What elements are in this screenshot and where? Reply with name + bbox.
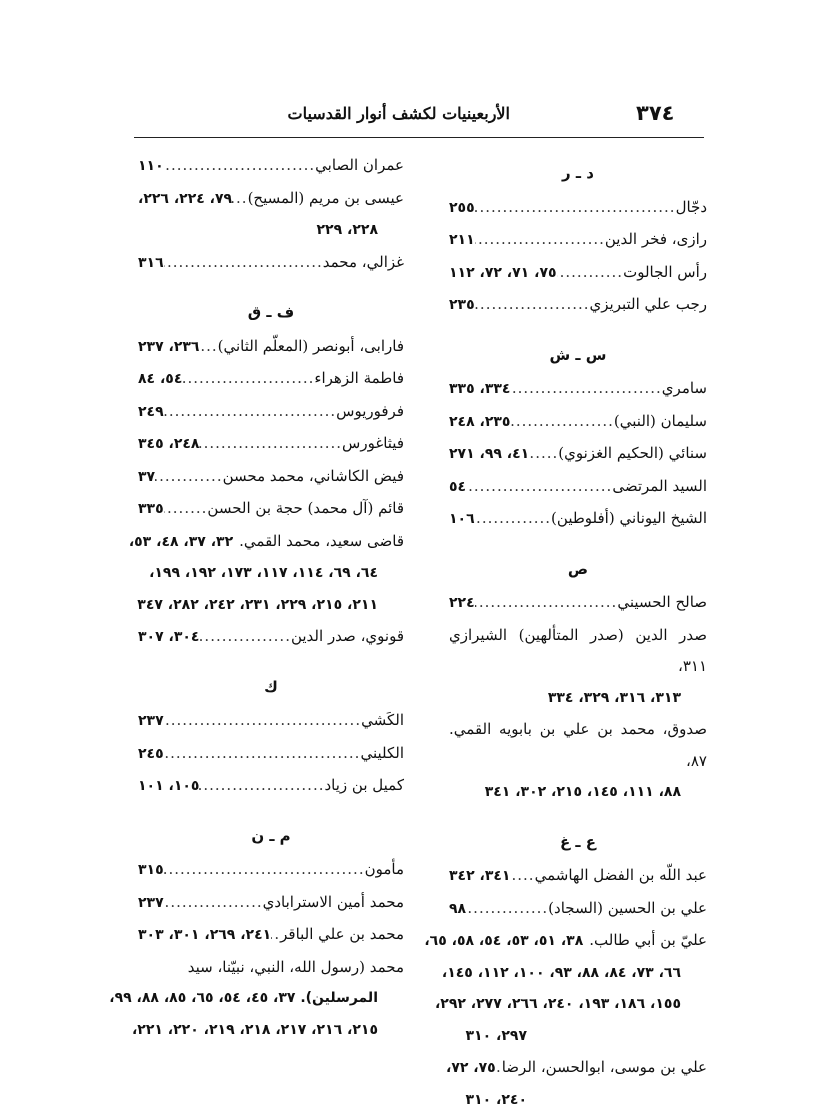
index-entry: [449, 1052, 707, 1085]
dot-leader: [164, 705, 361, 737]
entry-name: كميل بن زياد: [325, 770, 405, 802]
entry-name: صالح الحسيني: [617, 587, 707, 619]
entry-name: محمد بن علي الباقر: [280, 919, 404, 951]
dot-leader: [475, 503, 551, 535]
entry-pages: ٣٤١، ٣٤٢: [449, 861, 510, 893]
index-entry: [449, 257, 707, 290]
section-heading: م ـ ن: [138, 821, 404, 853]
entry-name: قونوي، صدر الدين: [291, 621, 404, 653]
entry-pages: ٢٤٩: [138, 397, 164, 429]
entry-name: رأس الجالوت: [623, 257, 707, 289]
entry-pages: ٧٥، ٧٢،: [446, 1053, 496, 1085]
index-entry-multiline: صدر الدين (صدر المتألهين) الشيرازي ٣١١،: [449, 620, 707, 683]
index-entry: [138, 331, 404, 364]
entry-name: فيض الكاشاني، محمد محسن: [223, 461, 404, 493]
entry-pages: ٢٣٧: [138, 888, 164, 920]
index-entry: [449, 406, 707, 439]
entry-pages: ٢٢٤: [449, 588, 475, 620]
dot-leader: [164, 396, 337, 428]
entry-pages: ٣١٦: [138, 248, 164, 280]
entry-pages: ١٠٦: [449, 504, 475, 536]
entry-name: دجّال: [676, 192, 707, 224]
entry-name: فاطمة الزهراء: [314, 363, 404, 395]
entry-name: علي بن موسی، ابوالحسن، الرضا: [502, 1052, 707, 1084]
section-heading: ع ـ غ: [449, 827, 707, 859]
section-heading: ص: [449, 554, 707, 586]
entry-name: الكليني: [360, 738, 404, 770]
index-entry: [449, 471, 707, 504]
entry-continuation: ٢١١، ٢١٥، ٢٢٩، ٢٣١، ٢٤٢، ٢٨٢، ٣٤٧: [138, 590, 404, 622]
dot-leader: [164, 247, 323, 279]
entry-name: رجب علي التبريزي: [590, 289, 707, 321]
section-heading: س ـ ش: [449, 340, 707, 372]
entry-pages: ٢٣٦، ٢٣٧: [138, 332, 199, 364]
index-entry: [138, 919, 404, 952]
dot-leader: [496, 1052, 502, 1084]
index-entry: [449, 925, 707, 958]
index-entry: [449, 893, 707, 926]
entry-pages: ٣٠٤، ٣٠٧: [138, 622, 199, 654]
entry-name: فارابی، أبونصر (المعلّم الثاني): [218, 331, 404, 363]
entry-continuation: ٢٩٧، ٣١٠: [449, 1021, 707, 1053]
index-entry: [138, 396, 404, 429]
entry-pages: ٥٤، ٨٤: [138, 364, 182, 396]
section-heading: د ـ ر: [449, 158, 707, 190]
index-entry: [138, 887, 404, 920]
entry-pages: ٢٣٥، ٢٤٨: [449, 407, 510, 439]
entry-name: علي بن الحسين (السجاد): [548, 893, 707, 925]
section-heading: ف ـ ق: [138, 297, 404, 329]
dot-leader: [271, 919, 280, 951]
index-entry-multiline: محمد (رسول الله، النبي، نبيّنا، سيد: [138, 952, 404, 984]
index-entry: [449, 192, 707, 225]
dot-leader: [510, 373, 661, 405]
entry-continuation: ١٥٥، ١٨٦، ١٩٣، ٢٤٠، ٢٦٦، ٢٧٧، ٢٩٢،: [449, 989, 707, 1021]
entry-name: السيد المرتضى: [612, 471, 707, 503]
entry-pages: ١٠٥، ١٠١: [138, 771, 199, 803]
index-entry: [138, 705, 404, 738]
index-entry: [449, 503, 707, 536]
entry-pages: ٣٧: [138, 462, 155, 494]
index-column-right: [449, 150, 707, 1116]
index-entry: [449, 373, 707, 406]
page-number: ٣٧٤: [636, 101, 674, 125]
dot-leader: [199, 428, 342, 460]
dot-leader: [475, 192, 676, 224]
entry-pages: ٣٣٥: [138, 494, 164, 526]
index-entry: [449, 224, 707, 257]
entry-name: مأمون: [365, 854, 404, 886]
entry-pages: ٣٨، ٥١، ٥٣، ٥٤، ٥٨، ٦٥،: [424, 926, 583, 958]
entry-continuation: المرسلين). ٣٧، ٤٥، ٥٤، ٦٥، ٨٥، ٨٨، ٩٩،: [138, 983, 404, 1015]
index-entry: [138, 363, 404, 396]
index-entry: [138, 526, 404, 559]
entry-continuation: ٢٢٨، ٢٢٩: [138, 215, 404, 247]
dot-leader: [199, 621, 290, 653]
entry-pages: ٢٤١، ٢٦٩، ٣٠١، ٣٠٣: [138, 920, 271, 952]
dot-leader: [164, 854, 365, 886]
entry-name: سليمان (النبي): [614, 406, 707, 438]
entry-pages: ٢٥٥: [449, 193, 475, 225]
dot-leader: [199, 331, 217, 363]
entry-pages: ٤١، ٩٩، ٢٧١: [449, 439, 529, 471]
dot-leader: [164, 738, 361, 770]
entry-name: عليّ بن أبي طالب.: [589, 925, 707, 957]
index-entry: [138, 428, 404, 461]
index-column-left: [138, 150, 404, 1046]
entry-name: عبد اللّه بن الفضل الهاشمي: [535, 860, 707, 892]
entry-pages: ٩٨: [449, 894, 466, 926]
index-entry: [138, 621, 404, 654]
index-entry: [449, 587, 707, 620]
entry-name: غزالي، محمد: [323, 247, 404, 279]
entry-pages: ١١٠: [138, 151, 164, 183]
entry-name: عيسى بن مريم (المسيح): [248, 183, 404, 215]
index-entry: [138, 770, 404, 803]
entry-pages: ٧٥، ٧١، ٧٢، ١١٢: [449, 258, 557, 290]
entry-name: سامري: [662, 373, 707, 405]
dot-leader: [164, 887, 263, 919]
index-entry: [138, 493, 404, 526]
entry-name: سنائي (الحكيم الغزنوي): [558, 438, 707, 470]
dot-leader: [164, 150, 316, 182]
index-entry-multiline: صدوق، محمد بن علي بن بابويه القمي. ٨٧،: [449, 714, 707, 777]
entry-name: قاضی سعید، محمد القمي.: [239, 526, 404, 558]
entry-name: فرفوريوس: [336, 396, 404, 428]
dot-leader: [199, 770, 324, 802]
dot-leader: [475, 289, 590, 321]
index-entry: [449, 860, 707, 893]
entry-pages: ٢١١: [449, 225, 475, 257]
dot-leader: [557, 257, 624, 289]
index-entry: [138, 150, 404, 183]
index-entry: [449, 289, 707, 322]
index-entry: [449, 438, 707, 471]
dot-leader: [466, 471, 612, 503]
dot-leader: [164, 493, 208, 525]
index-entry: [138, 461, 404, 494]
dot-leader: [155, 461, 223, 493]
entry-pages: ٢٤٨، ٣٤٥: [138, 429, 199, 461]
entry-name: فيثاغورس: [342, 428, 404, 460]
entry-name: رازی، فخر الدین: [605, 224, 707, 256]
index-entry: [138, 183, 404, 216]
entry-continuation: ٣١٣، ٣١٦، ٣٢٩، ٣٣٤: [449, 683, 707, 715]
section-heading: ك: [138, 672, 404, 704]
entry-pages: ٢٤٥: [138, 739, 164, 771]
entry-name: عمران الصابي: [315, 150, 404, 182]
dot-leader: [475, 587, 618, 619]
index-entry: [138, 738, 404, 771]
entry-continuation: ٢١٥، ٢١٦، ٢١٧، ٢١٨، ٢١٩، ٢٢٠، ٢٢١،: [138, 1015, 404, 1047]
entry-name: قائم (آل محمد) حجة بن الحسن: [207, 493, 404, 525]
entry-name: محمد أمين الاسترابادي: [263, 887, 404, 919]
dot-leader: [475, 224, 605, 256]
entry-continuation: ٦٦، ٧٣، ٨٤، ٨٨، ٩٣، ١٠٠، ١١٢، ١٤٥،: [449, 958, 707, 990]
entry-continuation: ٢٤٠، ٣١٠: [449, 1085, 707, 1116]
index-entry: [138, 247, 404, 280]
dot-leader: [182, 363, 314, 395]
entry-pages: ٢٣٥: [449, 290, 475, 322]
dot-leader: [529, 438, 558, 470]
entry-pages: ٧٩، ٢٢٤، ٢٢٦،: [138, 184, 232, 216]
dot-leader: [466, 893, 548, 925]
entry-pages: ٣٢، ٣٧، ٤٨، ٥٣،: [129, 527, 233, 559]
running-title: الأربعينيات لكشف أنوار القدسيات: [288, 104, 510, 123]
entry-name: الشيخ اليوناني (أفلوطين): [551, 503, 707, 535]
entry-continuation: ٨٨، ١١١، ١٤٥، ٢١٥، ٣٠٢، ٣٤١: [449, 777, 707, 809]
entry-pages: ٢٣٧: [138, 706, 164, 738]
index-entry: [138, 854, 404, 887]
dot-leader: [232, 183, 247, 215]
entry-continuation: ٦٤، ٦٩، ١١٤، ١١٧، ١٧٣، ١٩٢، ١٩٩،: [138, 558, 404, 590]
header-rule: [134, 137, 704, 138]
dot-leader: [510, 860, 534, 892]
entry-pages: ٣٣٤، ٣٣٥: [449, 374, 510, 406]
entry-pages: ٣١٥: [138, 855, 164, 887]
entry-name: الكَشي: [361, 705, 404, 737]
dot-leader: [510, 406, 613, 438]
entry-pages: ٥٤: [449, 472, 466, 504]
